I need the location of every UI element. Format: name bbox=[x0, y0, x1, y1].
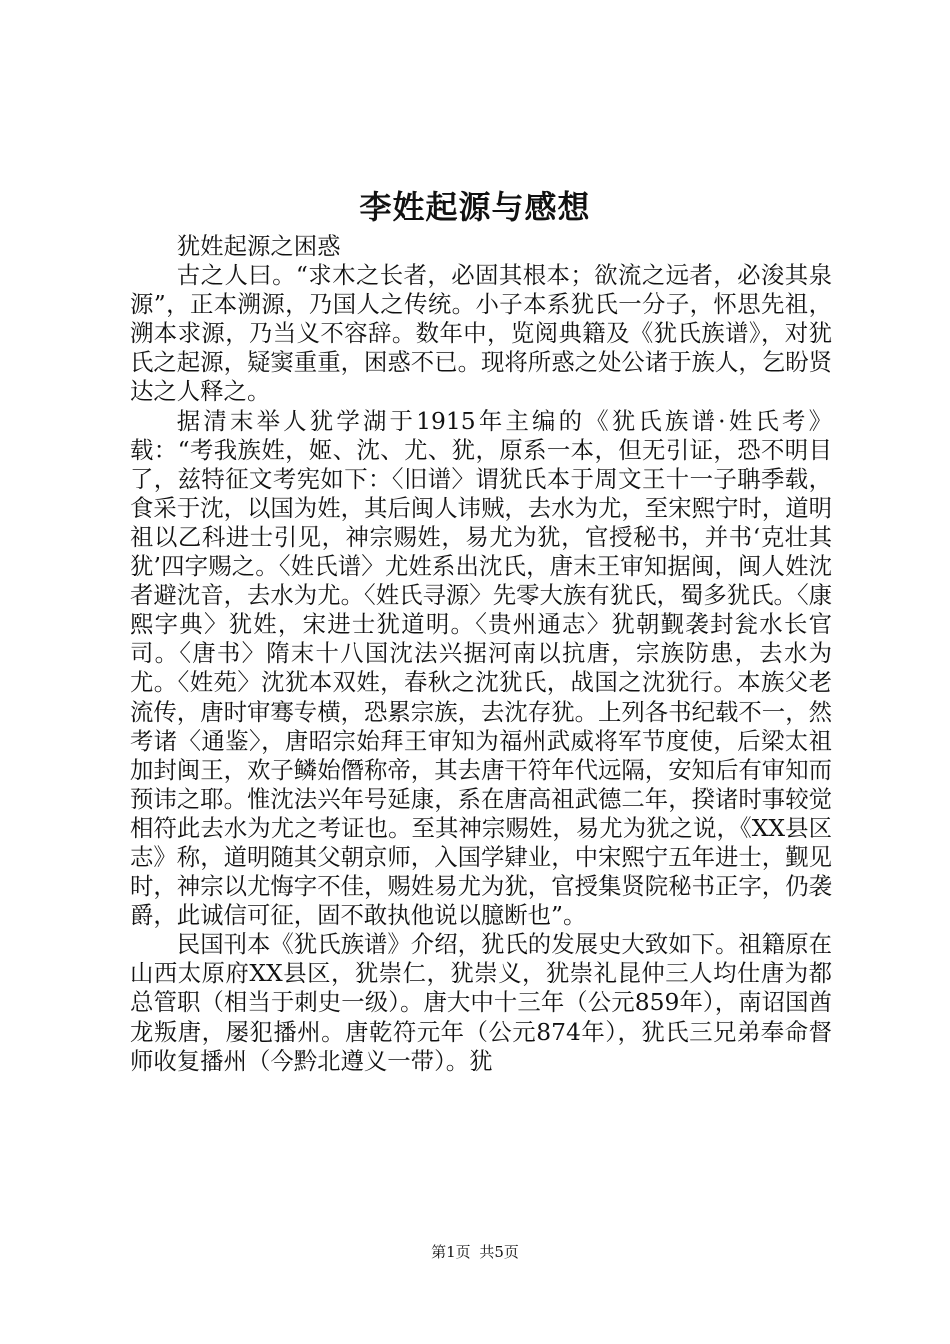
paragraph: 据清末举人犹学湖于1915年主编的《犹氏族谱·姓氏考》载：“考我族姓，姬、沈、尤、犹，原系一本，但无引证，恐不明目了，兹特征文考宪如下：〈旧谱〉谓犹氏本于周文王十一子聃季载，食采于沈，以国为姓，其后闽人讳贼，去水为尤，至宋熙宁时，道明祖以乙科进士引见，神宗赐姓，易尤为犹，官授秘书，并书‘克壮其犹’四字赐之。〈姓氏谱〉尤姓系出沈氏，唐末王审知据闽，闽人姓沈者避沈音，去水为尤。〈姓氏寻源〉先零大族有犹氏，蜀多犹氏。〈康熙字典〉犹姓，宋进士犹道明。〈贵州通志〉犹朝觐袭封瓮水长官司。〈唐书〉隋末十八国沈法兴据河南以抗唐，宗族防患，去水为尤。〈姓苑〉沈犹本双姓，春秋之沈犹氏，战国之沈犹行。本族父老流传，唐时审骞专横，恐累宗族，去沈存犹。上列各书纪载不一，然考诸〈通鉴〉，唐昭宗始拜王审知为福州武威将军节度使，后梁太祖加封闽王，欢子鳞始僭称帝，其去唐干符年代远隔，安知后有审知而预讳之耶。惟沈法兴年号延康，系在唐高祖武德二年，揆诸时事较觉相符此去水为尤之考证也。至其神宗赐姓，易尤为犹之说，《XX县区志》称，道明随其父朝京师，入国学肄业，中宋熙宁五年进士，觐见时，神宗以尤悔字不佳，赐姓易尤为犹，官授集贤院秘书正字，仍袭爵，此诚信可征，固不敢执他说以臆断也”。 bbox=[130, 406, 832, 930]
paragraph: 民国刊本《犹氏族谱》介绍，犹氏的发展史大致如下。祖籍原在山西太原府XX县区，犹崇仁，犹崇义，犹崇礼昆仲三人均仕唐为都总管职（相当于刺史一级）。唐大中十三年（公元859年），南诏国酋龙叛唐，屡犯播州。唐乾符元年（公元874年），犹氏三兄弟奉命督师收复播州（今黔北遵义一带）。犹 bbox=[130, 930, 832, 1075]
paragraph: 古之人曰。“求木之长者，必固其根本；欲流之远者，必浚其泉源”，正本溯源，乃国人之传统。小子本系犹氏一分子，怀思先祖，溯本求源，乃当义不容辞。数年中，览阅典籍及《犹氏族谱》，对犹氏之起源，疑窦重重，困惑不已。现将所惑之处公诸于族人，乞盼贤达之人释之。 bbox=[130, 261, 832, 406]
paragraph-subtitle: 犹姓起源之困惑 bbox=[176, 232, 341, 260]
page-number: 第1页 bbox=[431, 1243, 471, 1261]
document-body bbox=[130, 232, 832, 1076]
page-footer bbox=[0, 1242, 950, 1262]
document-title: 李姓起源与感想 bbox=[359, 188, 591, 226]
page-total: 共5页 bbox=[479, 1243, 519, 1261]
